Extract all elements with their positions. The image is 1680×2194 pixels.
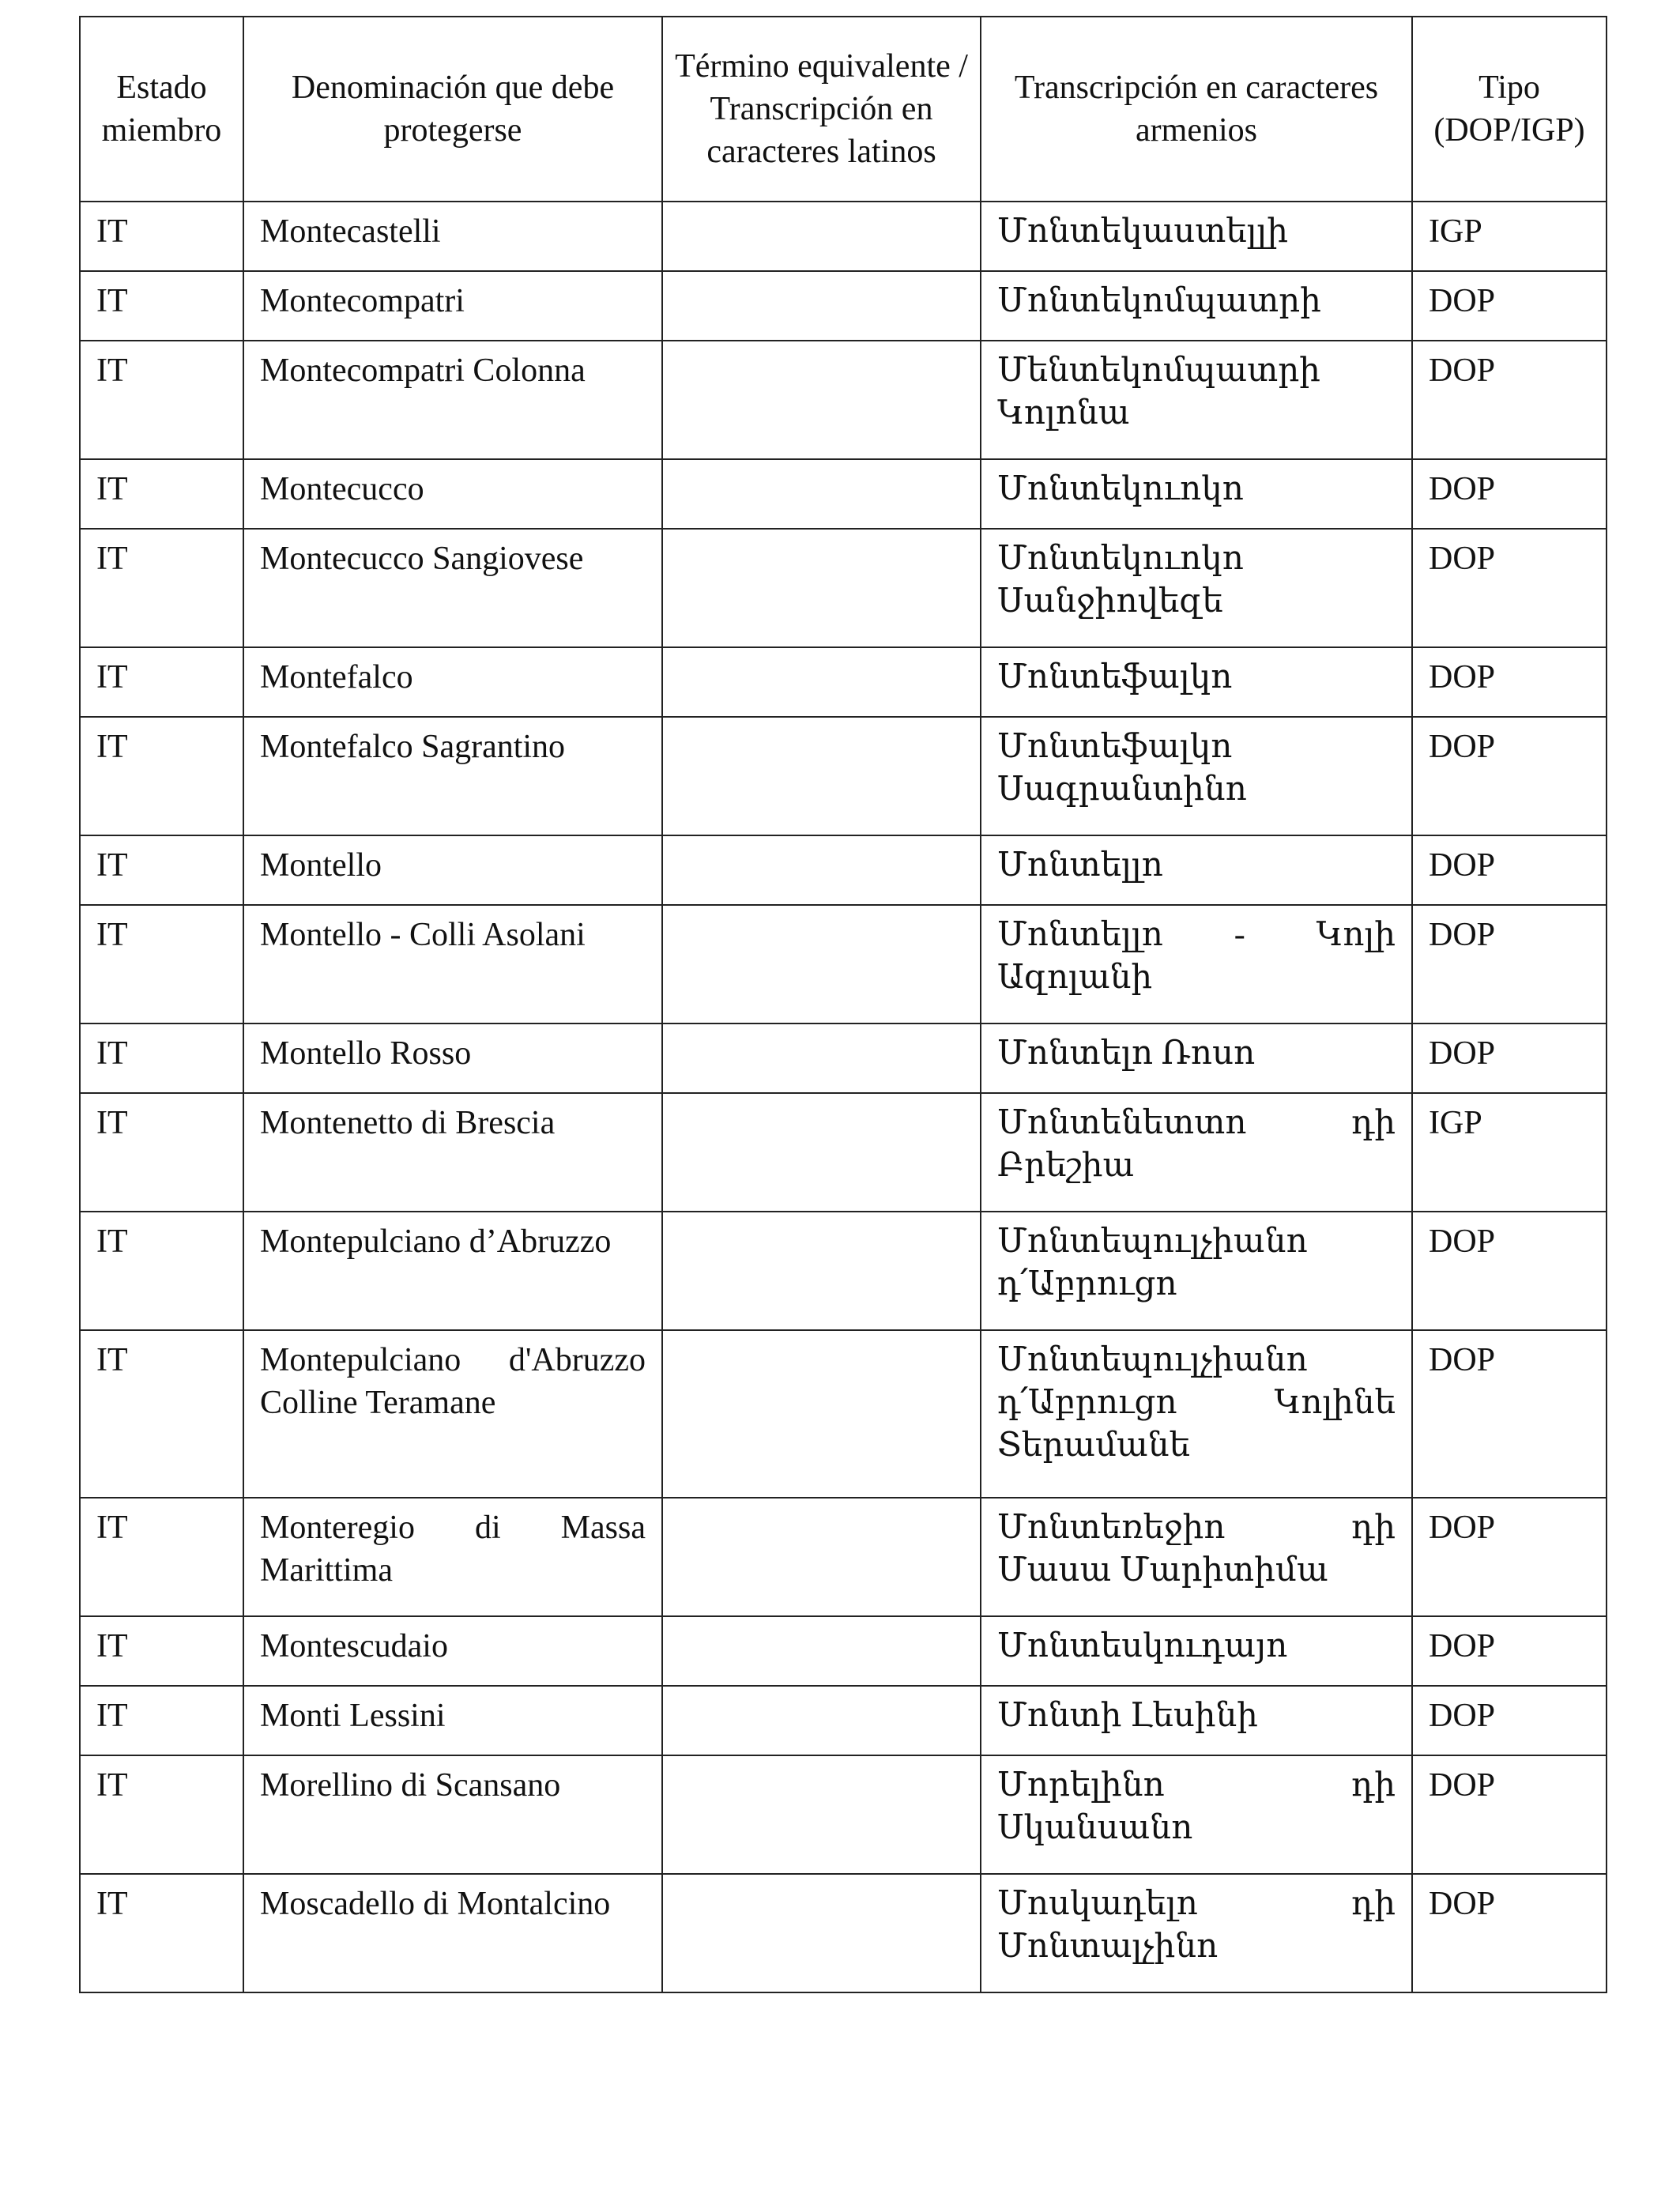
cell-state: IT bbox=[80, 1498, 243, 1616]
header-equivalent-term: Término equivalente / Transcripción en caracteres latinos bbox=[662, 17, 981, 202]
cell-type: DOP bbox=[1412, 1874, 1607, 1992]
cell-state: IT bbox=[80, 1686, 243, 1755]
cell-armenian: Մենտեկոմպատրի Կոլոնա bbox=[981, 341, 1412, 459]
cell-denomination: Montepulciano d’Abruzzo bbox=[243, 1212, 662, 1330]
cell-denomination: Montecucco Sangiovese bbox=[243, 529, 662, 647]
cell-type: DOP bbox=[1412, 647, 1607, 717]
cell-type: DOP bbox=[1412, 1023, 1607, 1093]
cell-state: IT bbox=[80, 1023, 243, 1093]
cell-equivalent bbox=[662, 647, 981, 717]
cell-state: IT bbox=[80, 529, 243, 647]
cell-state: IT bbox=[80, 835, 243, 905]
cell-state: IT bbox=[80, 1755, 243, 1874]
header-denomination: Denominación que debe protegerse bbox=[243, 17, 662, 202]
cell-type: DOP bbox=[1412, 459, 1607, 529]
cell-denomination: Montello Rosso bbox=[243, 1023, 662, 1093]
cell-state: IT bbox=[80, 1212, 243, 1330]
cell-armenian: Մոնտեռեջիո դի Մասա Մարիտիմա bbox=[981, 1498, 1412, 1616]
cell-denomination: Montello - Colli Asolani bbox=[243, 905, 662, 1023]
table-row bbox=[80, 1023, 1607, 1093]
cell-equivalent bbox=[662, 905, 981, 1023]
header-type: Tipo (DOP/IGP) bbox=[1412, 17, 1607, 202]
geographical-indications-table bbox=[79, 16, 1607, 1993]
cell-type: DOP bbox=[1412, 1686, 1607, 1755]
cell-state: IT bbox=[80, 1093, 243, 1212]
cell-armenian: Մոնտի Լեսինի bbox=[981, 1686, 1412, 1755]
cell-denomination: Moscadello di Montalcino bbox=[243, 1874, 662, 1992]
cell-type: DOP bbox=[1412, 1498, 1607, 1616]
cell-equivalent bbox=[662, 1023, 981, 1093]
table-row bbox=[80, 835, 1607, 905]
cell-equivalent bbox=[662, 1212, 981, 1330]
cell-equivalent bbox=[662, 271, 981, 341]
cell-equivalent bbox=[662, 835, 981, 905]
cell-denomination: Montescudaio bbox=[243, 1616, 662, 1686]
cell-equivalent bbox=[662, 1686, 981, 1755]
cell-type: IGP bbox=[1412, 1093, 1607, 1212]
cell-type: DOP bbox=[1412, 1616, 1607, 1686]
header-armenian-transcription: Transcripción en caracteres armenios bbox=[981, 17, 1412, 202]
table-header bbox=[80, 17, 1607, 202]
cell-state: IT bbox=[80, 1330, 243, 1498]
cell-type: DOP bbox=[1412, 341, 1607, 459]
cell-state: IT bbox=[80, 905, 243, 1023]
cell-armenian: Մոնտելլո bbox=[981, 835, 1412, 905]
cell-denomination: Montello bbox=[243, 835, 662, 905]
cell-armenian: Մոնտեպուլչիանո դ՛Աբրուցո bbox=[981, 1212, 1412, 1330]
cell-type: DOP bbox=[1412, 529, 1607, 647]
cell-denomination: Montecastelli bbox=[243, 202, 662, 271]
cell-type: DOP bbox=[1412, 905, 1607, 1023]
table-row bbox=[80, 1755, 1607, 1874]
cell-armenian: Մոնտելո Ռոսո bbox=[981, 1023, 1412, 1093]
cell-state: IT bbox=[80, 202, 243, 271]
cell-armenian: Մոնտեկուոկո Սանջիովեզե bbox=[981, 529, 1412, 647]
cell-armenian: Մոնտեսկուդայո bbox=[981, 1616, 1412, 1686]
cell-type: DOP bbox=[1412, 271, 1607, 341]
cell-state: IT bbox=[80, 717, 243, 835]
cell-type: DOP bbox=[1412, 1212, 1607, 1330]
table-row bbox=[80, 1616, 1607, 1686]
cell-equivalent bbox=[662, 202, 981, 271]
table-row bbox=[80, 1093, 1607, 1212]
cell-equivalent bbox=[662, 529, 981, 647]
table-row bbox=[80, 341, 1607, 459]
cell-armenian: Մոնտեկոմպատրի bbox=[981, 271, 1412, 341]
cell-equivalent bbox=[662, 459, 981, 529]
cell-state: IT bbox=[80, 1874, 243, 1992]
table-row bbox=[80, 529, 1607, 647]
table-row bbox=[80, 1330, 1607, 1498]
cell-equivalent bbox=[662, 1755, 981, 1874]
cell-type: DOP bbox=[1412, 717, 1607, 835]
cell-equivalent bbox=[662, 1330, 981, 1498]
cell-denomination: Montecompatri Colonna bbox=[243, 341, 662, 459]
cell-denomination: Montefalco Sagrantino bbox=[243, 717, 662, 835]
cell-armenian: Մոնտեկուոկո bbox=[981, 459, 1412, 529]
table-row bbox=[80, 459, 1607, 529]
cell-armenian: Մոսկադելո դի Մոնտալչինո bbox=[981, 1874, 1412, 1992]
cell-armenian: Մոնտեֆալկո bbox=[981, 647, 1412, 717]
header-member-state: Estado miembro bbox=[80, 17, 243, 202]
cell-type: DOP bbox=[1412, 1330, 1607, 1498]
header-row bbox=[80, 17, 1607, 202]
cell-type: DOP bbox=[1412, 835, 1607, 905]
cell-equivalent bbox=[662, 1498, 981, 1616]
table-row bbox=[80, 1212, 1607, 1330]
cell-armenian: Մոնտեպուլչիանո դ՛Աբրուցո Կոլինե Տերամանե bbox=[981, 1330, 1412, 1498]
table-row bbox=[80, 1498, 1607, 1616]
cell-denomination: Monti Lessini bbox=[243, 1686, 662, 1755]
cell-denomination: Montecucco bbox=[243, 459, 662, 529]
cell-type: IGP bbox=[1412, 202, 1607, 271]
cell-state: IT bbox=[80, 647, 243, 717]
cell-armenian: Մոնտելլո - Կոլի Ազոլանի bbox=[981, 905, 1412, 1023]
cell-state: IT bbox=[80, 1616, 243, 1686]
cell-equivalent bbox=[662, 1093, 981, 1212]
cell-state: IT bbox=[80, 459, 243, 529]
cell-armenian: Մորելինո դի Սկանսանո bbox=[981, 1755, 1412, 1874]
cell-armenian: Մոնտենետտո դի Բրեշիա bbox=[981, 1093, 1412, 1212]
cell-denomination: Montefalco bbox=[243, 647, 662, 717]
table-row bbox=[80, 1874, 1607, 1992]
table-row bbox=[80, 271, 1607, 341]
table-row bbox=[80, 647, 1607, 717]
cell-equivalent bbox=[662, 1874, 981, 1992]
cell-armenian: Մոնտեկաստելլի bbox=[981, 202, 1412, 271]
cell-state: IT bbox=[80, 271, 243, 341]
cell-denomination: Morellino di Scansano bbox=[243, 1755, 662, 1874]
cell-denomination: Montecompatri bbox=[243, 271, 662, 341]
cell-equivalent bbox=[662, 341, 981, 459]
table-row bbox=[80, 202, 1607, 271]
cell-state: IT bbox=[80, 341, 243, 459]
cell-equivalent bbox=[662, 1616, 981, 1686]
cell-armenian: Մոնտեֆալկո Սագրանտինո bbox=[981, 717, 1412, 835]
cell-denomination: Montepulciano d'Abruzzo Colline Teramane bbox=[243, 1330, 662, 1498]
table-row bbox=[80, 717, 1607, 835]
cell-type: DOP bbox=[1412, 1755, 1607, 1874]
cell-denomination: Montenetto di Brescia bbox=[243, 1093, 662, 1212]
table-row bbox=[80, 905, 1607, 1023]
table-row bbox=[80, 1686, 1607, 1755]
cell-denomination: Monteregio di Massa Marittima bbox=[243, 1498, 662, 1616]
table-body bbox=[80, 202, 1607, 1992]
cell-equivalent bbox=[662, 717, 981, 835]
